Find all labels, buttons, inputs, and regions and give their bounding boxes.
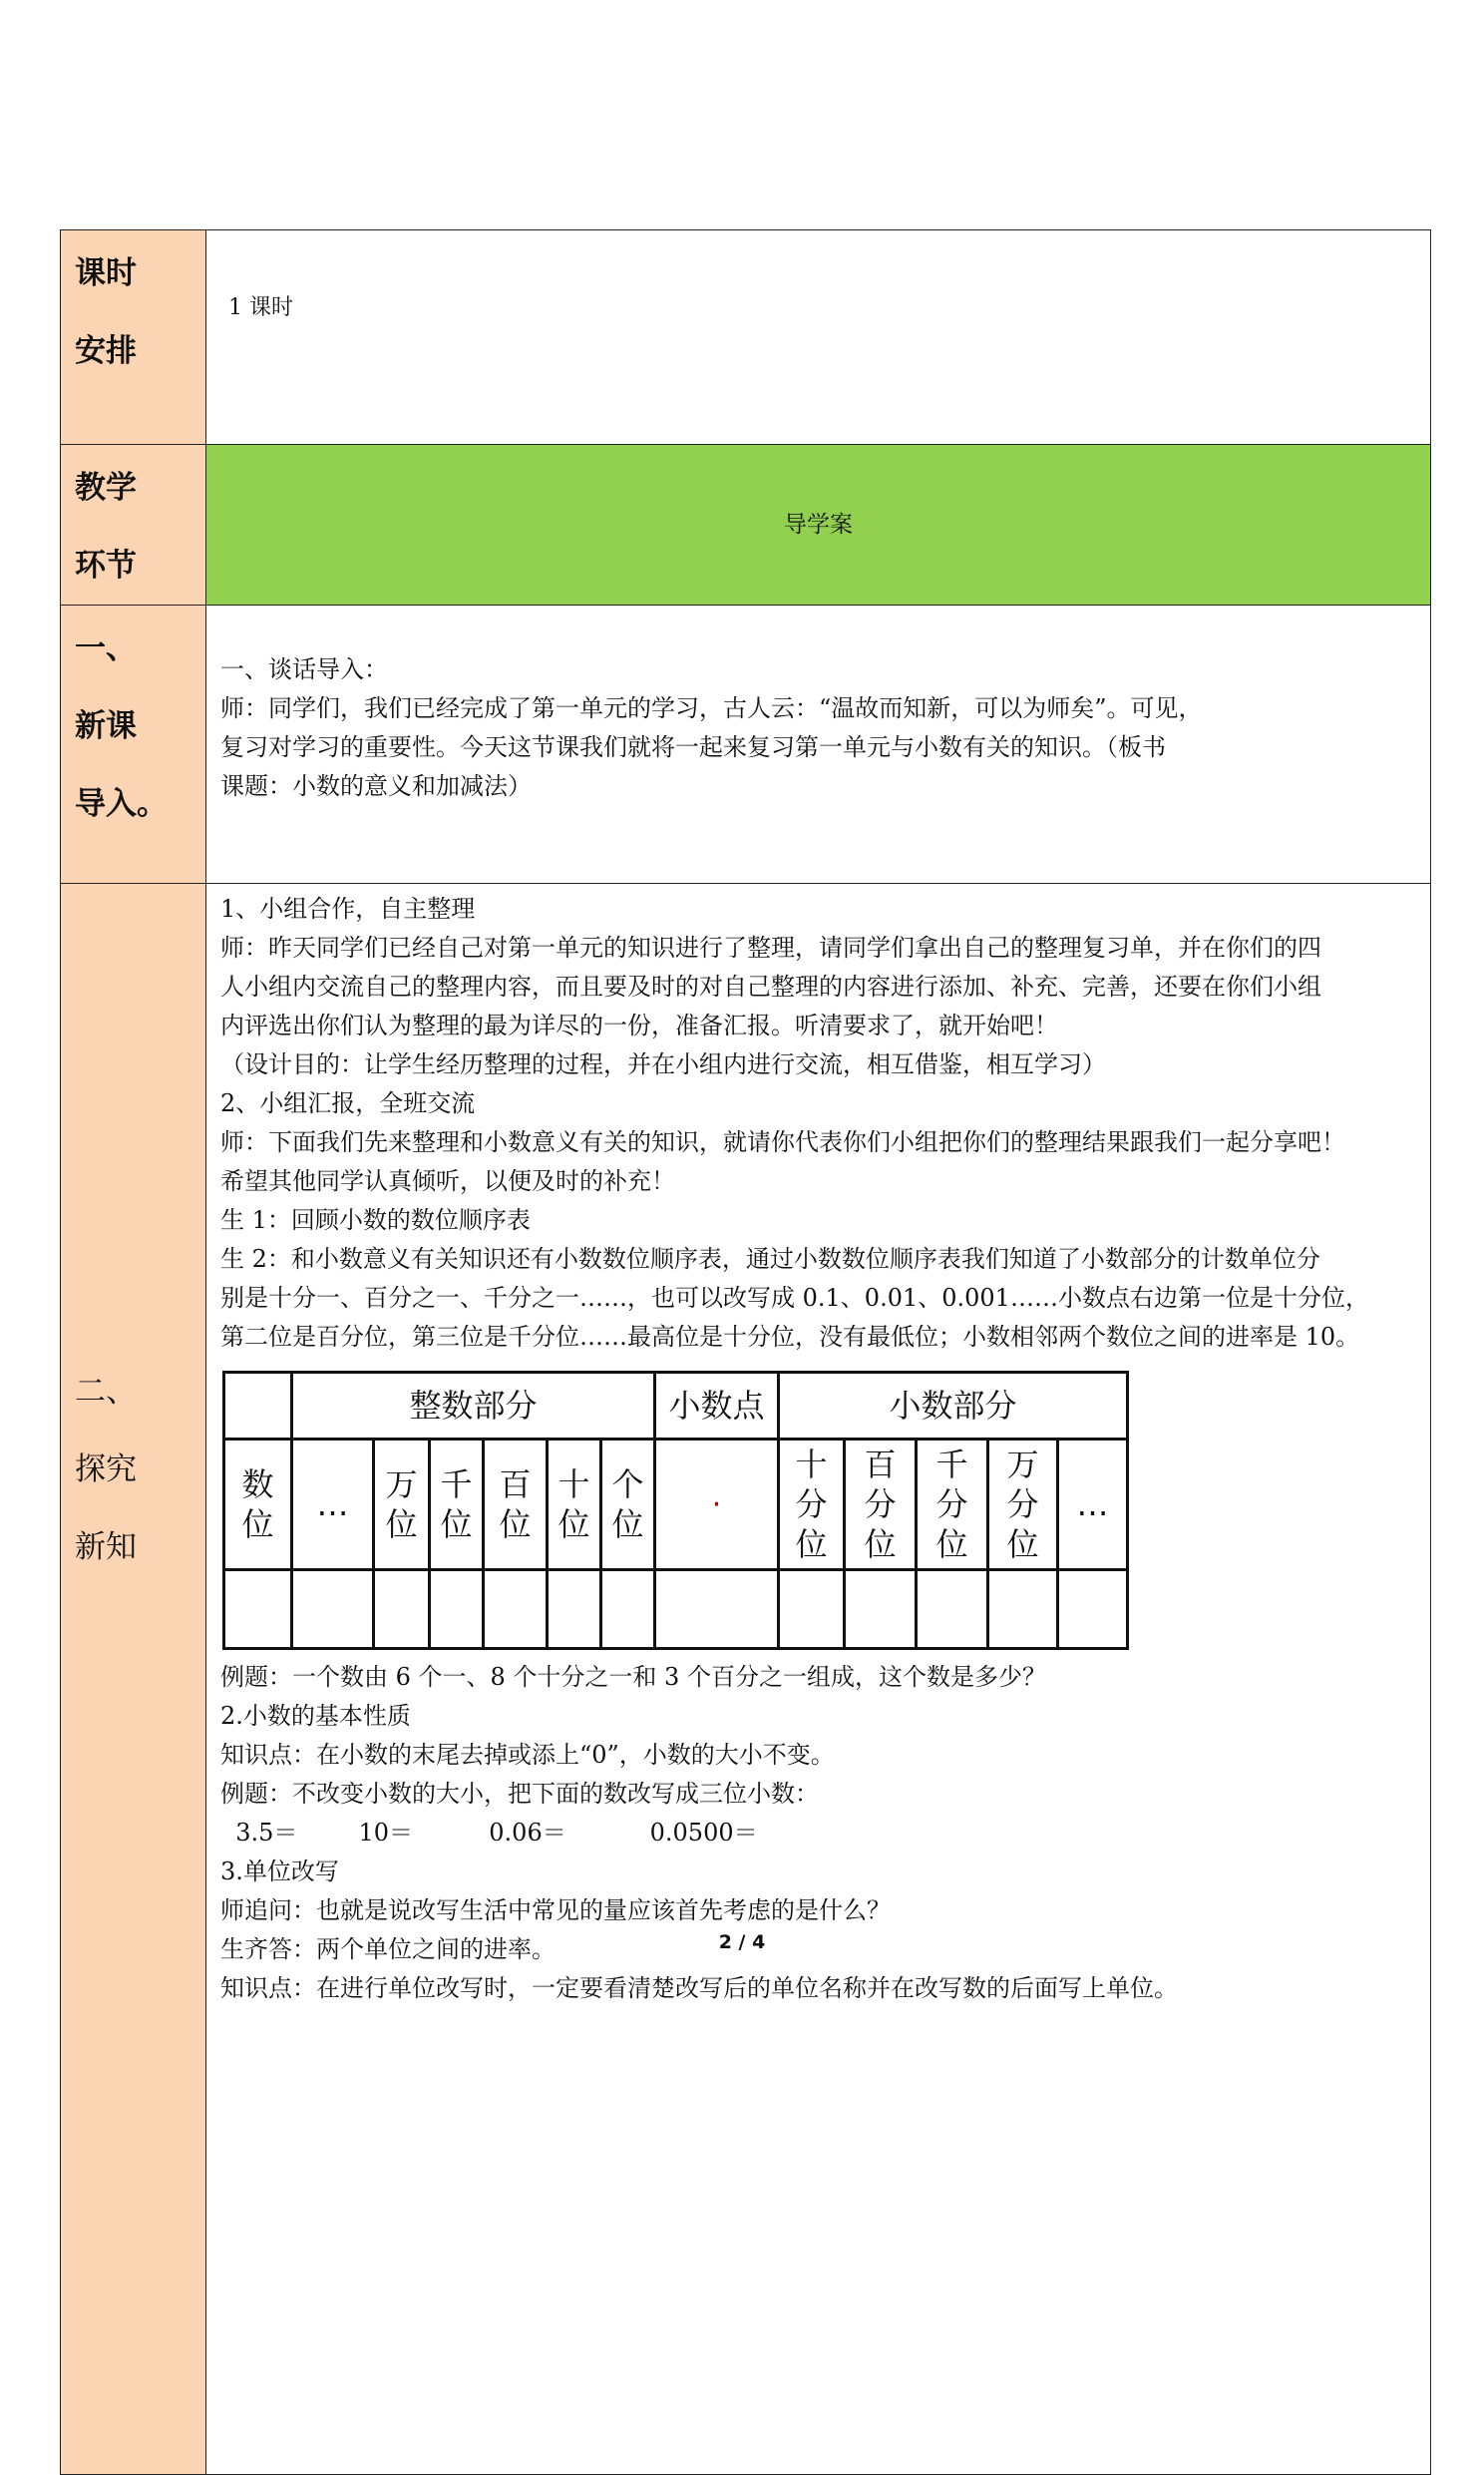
- place-wan: 万 位: [374, 1440, 430, 1570]
- intro-content: [206, 606, 1431, 884]
- place-table-corner: [224, 1373, 292, 1440]
- place-bai: 百 位: [484, 1440, 548, 1570]
- teaching-stage-value: 导学案: [206, 445, 1431, 606]
- lesson-time-value: 1 课时: [206, 230, 1431, 445]
- blank-cell: [430, 1570, 484, 1649]
- blank-cell: [779, 1570, 845, 1649]
- integer-ellipsis: …: [292, 1440, 374, 1570]
- intro-line: 一、谈话导入：: [220, 655, 388, 683]
- intro-line: 师：同学们，我们已经完成了第一单元的学习，古人云：“温故而知新，可以为师矣”。可见，: [220, 694, 1203, 722]
- label-intro: 一、 新课 导入。: [61, 606, 206, 884]
- blank-cell: [988, 1570, 1058, 1649]
- decimal-part-header: 小数部分: [779, 1373, 1128, 1440]
- blank-cell: [292, 1570, 374, 1649]
- row-lesson-time: [61, 230, 1431, 445]
- explore-line: 希望其他同学认真倾听，以便及时的补充！: [220, 1167, 675, 1195]
- place-ten-thousandths: 万 分 位: [988, 1440, 1058, 1570]
- row-teaching-stage: [61, 445, 1431, 606]
- explore-line: 师：昨天同学们已经自己对第一单元的知识进行了整理，请同学们拿出自己的整理复习单，并在你们的四: [220, 934, 1321, 962]
- explore-line: 人小组内交流自己的整理内容，而且要及时的对自己整理的内容进行添加、补充、完善，还要在你们小组: [220, 973, 1321, 1001]
- explore-line: 知识点：在小数的末尾去掉或添上“0”，小数的大小不变。: [220, 1741, 835, 1769]
- place-hundredths: 百 分 位: [845, 1440, 917, 1570]
- decimal-point-header: 小数点: [655, 1373, 779, 1440]
- page-number: 2 / 4: [718, 1931, 766, 1953]
- place-table-header: [224, 1373, 1128, 1440]
- explore-line: 师：下面我们先来整理和小数意义有关的知识，就请你代表你们小组把你们的整理结果跟我们一起分享吧！: [220, 1128, 1345, 1156]
- explore-line: 别是十分一、百分之一、千分之一……，也可以改写成 0.1、0.01、0.001……小数点右边第一位是十分位，: [220, 1284, 1369, 1312]
- blank-cell: [1058, 1570, 1128, 1649]
- explore-line: 师追问：也就是说改写生活中常见的量应该首先考虑的是什么？: [220, 1896, 891, 1924]
- explore-line: 例题：一个数由 6 个一、8 个十分之一和 3 个百分之一组成，这个数是多少？: [220, 1663, 1046, 1691]
- intro-line: 课题：小数的意义和加减法）: [220, 772, 532, 800]
- explore-line: 1、小组合作，自主整理: [220, 895, 476, 923]
- intro-line: 复习对学习的重要性。今天这节课我们就将一起来复习第一单元与小数有关的知识。（板书: [220, 733, 1166, 761]
- explore-line: 例题：不改变小数的大小，把下面的数改写成三位小数：: [220, 1780, 819, 1808]
- explore-line: 3.单位改写: [220, 1857, 339, 1885]
- lesson-plan-table: [60, 229, 1431, 2475]
- explore-line: 3.5＝ 10＝ 0.06＝ 0.0500＝: [220, 1819, 758, 1847]
- explore-line: 内评选出你们认为整理的最为详尽的一份，准备汇报。听清要求了，就开始吧！: [220, 1012, 1058, 1039]
- decimal-dot: ·: [711, 1487, 722, 1522]
- blank-cell: [917, 1570, 988, 1649]
- explore-line: 生 1：回顾小数的数位顺序表: [220, 1206, 531, 1234]
- explore-line: 生 2：和小数意义有关知识还有小数数位顺序表，通过小数数位顺序表我们知道了小数部分的计数单位分: [220, 1245, 1320, 1273]
- label-teaching-stage: 教学 环节: [61, 445, 206, 606]
- place-table-blank-row: [224, 1570, 1128, 1649]
- blank-cell: [845, 1570, 917, 1649]
- place-qian: 千 位: [430, 1440, 484, 1570]
- blank-cell: [548, 1570, 601, 1649]
- blank-cell: [224, 1570, 292, 1649]
- place-label: 数 位: [224, 1440, 292, 1570]
- place-table-names: [224, 1440, 1128, 1570]
- blank-cell: [374, 1570, 430, 1649]
- decimal-ellipsis: …: [1058, 1440, 1128, 1570]
- blank-cell: [484, 1570, 548, 1649]
- blank-cell: [601, 1570, 655, 1649]
- decimal-point-cell: [655, 1440, 779, 1570]
- row-intro: [61, 606, 1431, 884]
- decimal-place-table: [222, 1371, 1129, 1650]
- explore-line: 知识点：在进行单位改写时，一定要看清楚改写后的单位名称并在改写数的后面写上单位。: [220, 1974, 1178, 2002]
- explore-line: 2、小组汇报，全班交流: [220, 1089, 476, 1117]
- explore-line: （设计目的：让学生经历整理的过程，并在小组内进行交流，相互借鉴，相互学习）: [220, 1050, 1106, 1078]
- blank-cell: [655, 1570, 779, 1649]
- explore-line: 2.小数的基本性质: [220, 1702, 411, 1730]
- row-explore: [61, 884, 1431, 2475]
- label-explore: 二、 探究 新知: [61, 884, 206, 2475]
- label-lesson-time: 课时 安排: [61, 230, 206, 445]
- place-shi: 十 位: [548, 1440, 601, 1570]
- explore-line: 生齐答：两个单位之间的进率。: [220, 1935, 556, 1963]
- explore-line: 第二位是百分位，第三位是千分位……最高位是十分位，没有最低位；小数相邻两个数位之间的进率是 10。: [220, 1323, 1360, 1351]
- integer-part-header: 整数部分: [292, 1373, 655, 1440]
- place-ge: 个 位: [601, 1440, 655, 1570]
- place-tenths: 十 分 位: [779, 1440, 845, 1570]
- place-thousandths: 千 分 位: [917, 1440, 988, 1570]
- explore-content: [206, 884, 1431, 2475]
